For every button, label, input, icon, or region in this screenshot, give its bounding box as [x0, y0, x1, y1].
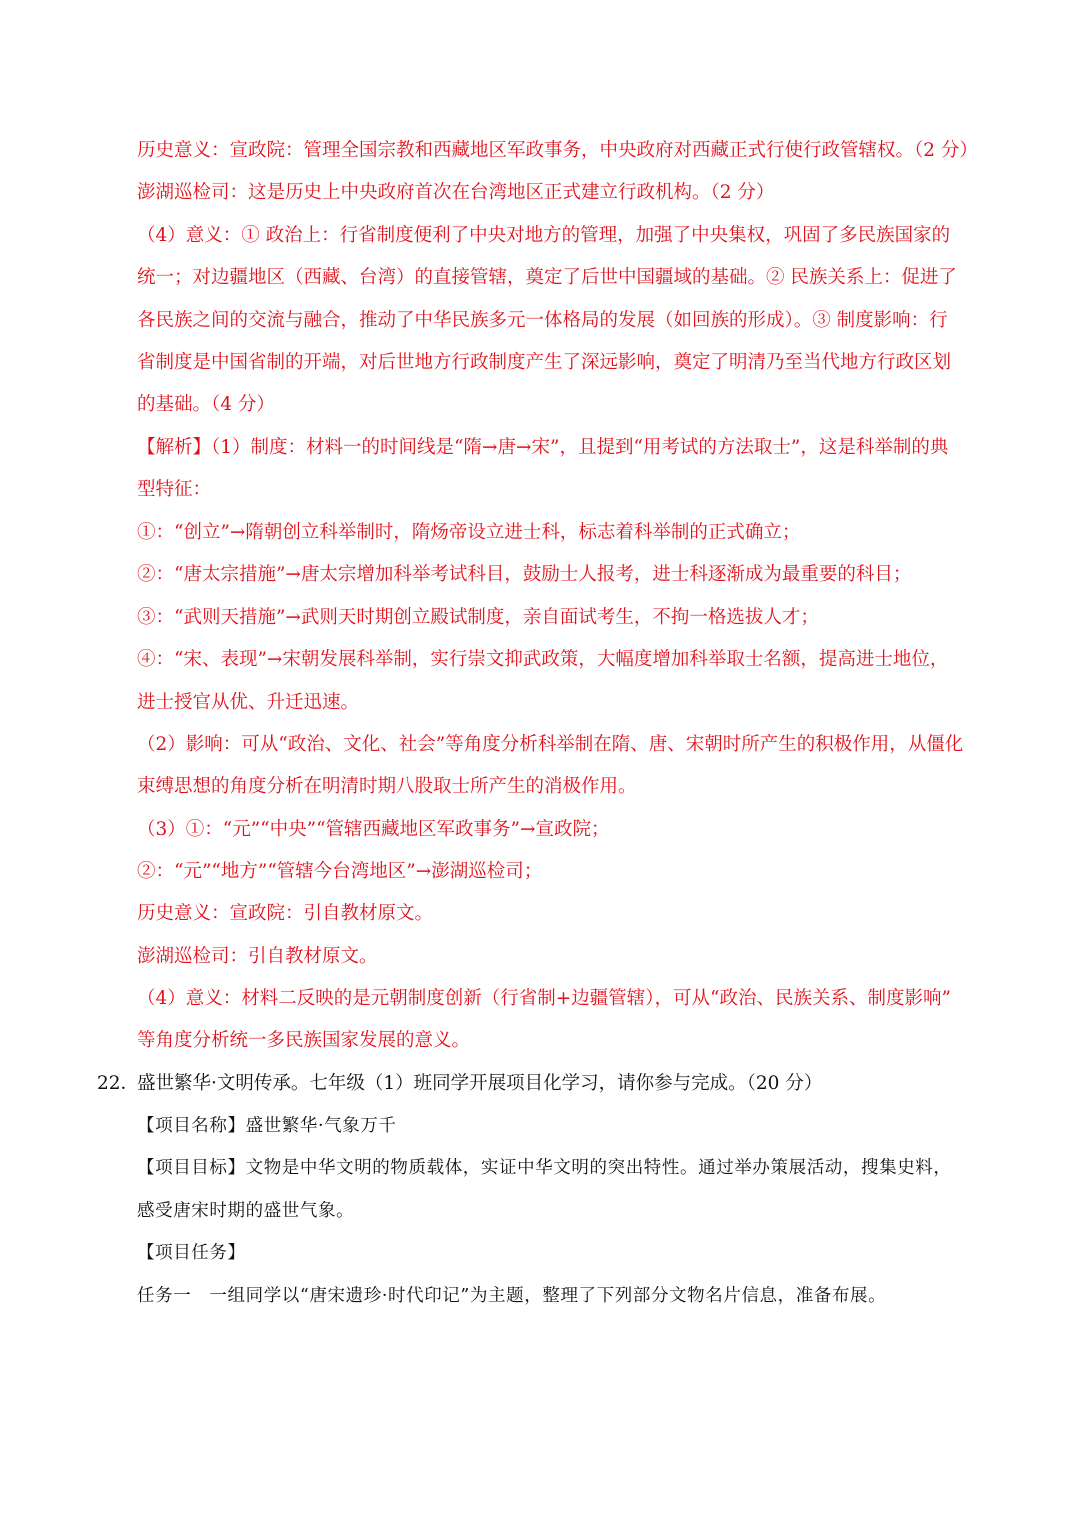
analysis-line-5: ③：“武则天措施”→武则天时期创立殿试制度，亲自面试考生，不拘一格选拔人才； [137, 607, 819, 628]
project-goal-line-2: 感受唐宋时期的盛世气象。 [137, 1201, 355, 1221]
analysis-line-6: ④：“宋、表现”→宋朝发展科举制，实行崇文抑武政策，大幅度增加科举取士名额，提高进士地位， [137, 649, 949, 670]
analysis-line-11: ②：“元”“地方”“管辖今台湾地区”→澎湖巡检司； [137, 861, 543, 882]
answer-line-3: （4）意义：① 政治上：行省制度便利了中央对地方的管理，加强了中央集权，巩固了多民族国家的 [137, 225, 951, 246]
analysis-line-13: 澎湖巡检司：引自教材原文。 [137, 946, 378, 967]
analysis-line-15: 等角度分析统一多民族国家发展的意义。 [137, 1030, 471, 1051]
answer-line-7: 的基础。（4 分） [137, 394, 275, 415]
analysis-line-2: 型特征： [137, 479, 212, 500]
analysis-line-10: （3）①：“元”“中央”“管辖西藏地区军政事务”→宣政院； [137, 819, 610, 840]
question-stem: 盛世繁华·文明传承。七年级（1）班同学开展项目化学习，请你参与完成。（20 分） [137, 1073, 823, 1094]
analysis-line-12: 历史意义：宣政院：引自教材原文。 [137, 903, 434, 924]
answer-line-1: 历史意义：宣政院：管理全国宗教和西藏地区军政事务，中央政府对西藏正式行使行政管辖权。（2 分） [137, 140, 978, 161]
project-name: 【项目名称】盛世繁华·气象万千 [137, 1116, 397, 1136]
analysis-line-14: （4）意义：材料二反映的是元朝制度创新（行省制+边疆管辖），可从“政治、民族关系、制度影响” [137, 988, 951, 1009]
project-tasks-heading: 【项目任务】 [137, 1243, 246, 1263]
analysis-line-1: 【解析】（1）制度：材料一的时间线是“隋→唐→宋”，且提到“用考试的方法取士”，这是科举制的典 [137, 437, 949, 458]
answer-line-5: 各民族之间的交流与融合，推动了中华民族多元一体格局的发展（如回族的形成）。③ 制度影响：行 [137, 310, 948, 331]
task-one: 任务一 一组同学以“唐宋遗珍·时代印记”为主题，整理了下列部分文物名片信息，准备布展。 [137, 1286, 887, 1306]
question-number: 22． [97, 1073, 140, 1094]
analysis-line-7: 进士授官从优、升迁迅速。 [137, 692, 360, 713]
analysis-line-9: 束缚思想的角度分析在明清时期八股取士所产生的消极作用。 [137, 776, 637, 797]
answer-line-4: 统一；对边疆地区（西藏、台湾）的直接管辖，奠定了后世中国疆域的基础。② 民族关系上：促进了 [137, 267, 957, 288]
analysis-line-3: ①：“创立”→隋朝创立科举制时，隋炀帝设立进士科，标志着科举制的正式确立； [137, 522, 801, 543]
analysis-line-8: （2）影响：可从“政治、文化、社会”等角度分析科举制在隋、唐、宋朝时所产生的积极作用，从僵化 [137, 734, 964, 755]
project-goal-line-1: 【项目目标】文物是中华文明的物质载体，实证中华文明的突出特性。通过举办策展活动，搜集史料， [137, 1158, 952, 1178]
analysis-line-4: ②：“唐太宗措施”→唐太宗增加科举考试科目，鼓励士人报考，进士科逐渐成为最重要的科目； [137, 564, 912, 585]
answer-line-6: 省制度是中国省制的开端，对后世地方行政制度产生了深远影响，奠定了明清乃至当代地方行政区划 [137, 352, 952, 373]
answer-line-2: 澎湖巡检司：这是历史上中央政府首次在台湾地区正式建立行政机构。（2 分） [137, 182, 775, 203]
